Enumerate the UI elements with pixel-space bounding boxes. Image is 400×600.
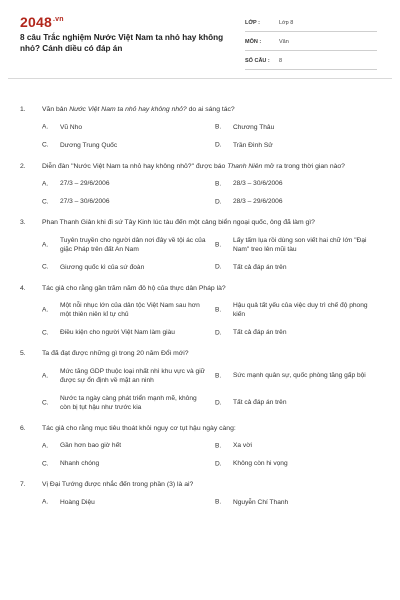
- meta-value: Lớp 8: [279, 20, 294, 26]
- answer-options: [20, 498, 380, 507]
- answer-option[interactable]: [215, 263, 380, 272]
- meta-row-subject: [245, 35, 377, 51]
- option-text: Dương Trung Quốc: [60, 141, 118, 149]
- answer-option[interactable]: [215, 367, 380, 385]
- option-letter: D.: [215, 263, 222, 271]
- answer-options: [20, 179, 380, 206]
- option-letter: A.: [42, 123, 49, 131]
- option-letter: B.: [215, 442, 222, 449]
- answer-option[interactable]: [215, 498, 380, 507]
- question-text: [20, 218, 380, 228]
- question-text-part: Phan Thanh Giản khi đi sứ Tây Kinh lúc tàu đến một cảng biển ngoại quốc, ông đã làm gì?: [42, 219, 315, 226]
- option-letter: B.: [215, 306, 222, 314]
- question-item: [20, 218, 380, 272]
- answer-option[interactable]: [42, 328, 207, 337]
- answer-option[interactable]: [215, 197, 380, 206]
- option-letter: A.: [42, 241, 49, 248]
- question-item: [20, 424, 380, 469]
- option-text: Trần Đình Sử: [233, 141, 273, 149]
- option-text: Vũ Nho: [60, 123, 82, 131]
- option-letter: A.: [42, 498, 49, 506]
- answer-option[interactable]: [215, 179, 380, 188]
- header-divider: [8, 78, 392, 79]
- question-text: [20, 349, 380, 359]
- question-list: [20, 105, 380, 519]
- option-letter: C.: [42, 263, 49, 271]
- question-text-italic: Nước Việt Nam ta nhỏ hay không nhỏ?: [69, 106, 187, 113]
- question-text-part: Tác giả cho rằng mục tiêu thoát khỏi nguy cơ tụt hậu ngày càng:: [42, 424, 236, 432]
- question-text-part: Diễn đàn "Nước Việt Nam ta nhỏ hay không nhỏ?" được báo: [42, 162, 228, 170]
- question-item: [20, 480, 380, 507]
- meta-panel: [245, 16, 377, 73]
- option-text: 27/3 – 29/6/2006: [60, 180, 110, 187]
- option-text: Mức tăng GDP thuộc loại nhất nhì khu vực và giữ được sự ổn định về mặt an ninh: [60, 367, 206, 384]
- question-text-part: Ta đã đạt được những gì trong 20 năm Đổi mới?: [42, 350, 189, 357]
- question-text-part: mở ra trong thời gian nào?: [262, 162, 345, 170]
- option-letter: D.: [215, 198, 222, 205]
- question-number: 1.: [20, 106, 26, 113]
- answer-option[interactable]: [215, 301, 380, 319]
- site-logo[interactable]: [20, 14, 64, 30]
- option-letter: A.: [42, 180, 49, 187]
- question-number: 5.: [20, 350, 26, 357]
- option-letter: D.: [215, 399, 222, 406]
- meta-label: MÔN :: [245, 39, 262, 45]
- meta-value: 8: [279, 58, 283, 64]
- option-letter: D.: [215, 329, 222, 336]
- answer-option[interactable]: [42, 441, 207, 450]
- answer-options: [20, 441, 380, 468]
- question-number: 7.: [20, 481, 26, 488]
- answer-options: [20, 236, 380, 272]
- option-text: Nước ta ngày càng phát triển mạnh mẽ, không còn bị tụt hậu như trước kia: [60, 394, 197, 411]
- question-number: 6.: [20, 424, 26, 432]
- answer-option[interactable]: [215, 236, 380, 254]
- option-letter: D.: [215, 460, 222, 467]
- option-letter: B.: [215, 372, 222, 379]
- option-text: Xa vời: [233, 442, 252, 449]
- question-text-part: Văn bản: [42, 106, 70, 113]
- option-text: Lấy tấm lụa rồi dùng son viết hai chữ lớn "Đại Nam" treo lên mũi tàu: [233, 236, 367, 253]
- option-text: Nhanh chóng: [60, 460, 100, 467]
- answer-option[interactable]: [215, 141, 380, 150]
- answer-option[interactable]: [215, 441, 380, 450]
- question-text-italic: Thanh Niên: [227, 162, 263, 170]
- option-letter: C.: [42, 329, 49, 336]
- option-letter: C.: [42, 399, 49, 406]
- answer-option[interactable]: [215, 123, 380, 132]
- option-text: Sức mạnh quân sự, quốc phòng tăng gấp bội: [233, 372, 366, 379]
- page-title: 8 câu Trắc nghiệm Nước Việt Nam ta nhỏ hay không nhỏ? Cánh diều có đáp án: [20, 33, 224, 53]
- answer-option[interactable]: [42, 367, 207, 385]
- option-letter: A.: [42, 372, 49, 379]
- answer-option[interactable]: [215, 328, 380, 337]
- meta-label: SỐ CÂU :: [245, 58, 270, 64]
- option-text: Gần hơn bao giờ hết: [60, 442, 122, 449]
- answer-option[interactable]: [42, 236, 207, 254]
- option-letter: D.: [215, 141, 222, 149]
- answer-option[interactable]: [42, 123, 207, 132]
- document-header: [20, 12, 380, 68]
- logo-text: 2048: [20, 14, 52, 30]
- question-text: [20, 105, 380, 115]
- question-text: [20, 162, 380, 172]
- question-text: [20, 424, 380, 434]
- meta-label: LỚP :: [245, 20, 260, 26]
- question-number: 4.: [20, 284, 26, 292]
- option-text: Tất cả đáp án trên: [233, 329, 287, 336]
- answer-options: [20, 301, 380, 337]
- answer-option[interactable]: [42, 394, 207, 412]
- question-text: [20, 480, 380, 490]
- answer-option[interactable]: [215, 459, 380, 468]
- option-text: Hoàng Diệu: [60, 498, 95, 506]
- option-letter: B.: [215, 180, 222, 187]
- option-text: Giương quốc kì của sứ đoàn: [60, 263, 145, 271]
- option-letter: B.: [215, 123, 222, 131]
- question-number: 2.: [20, 162, 26, 170]
- question-text-part: Vị Đại Tướng được nhắc đến trong phần (3) là ai?: [42, 481, 194, 488]
- answer-option[interactable]: [42, 263, 207, 272]
- option-letter: B.: [215, 498, 222, 506]
- answer-option[interactable]: [42, 301, 207, 319]
- answer-options: [20, 367, 380, 412]
- answer-option[interactable]: [42, 459, 207, 468]
- question-item: [20, 349, 380, 412]
- option-letter: A.: [42, 442, 49, 449]
- meta-row-count: [245, 54, 377, 70]
- logo-tld: .vn: [52, 16, 64, 24]
- option-text: Nguyễn Chí Thanh: [233, 498, 289, 506]
- answer-options: [20, 123, 380, 150]
- option-text: 28/3 – 29/6/2006: [233, 198, 283, 205]
- option-text: Tuyên truyền cho người dân nơi đây về tội ác của giặc Pháp trên đất An Nam: [60, 236, 206, 253]
- answer-option[interactable]: [42, 179, 207, 188]
- answer-option[interactable]: [42, 197, 207, 206]
- option-letter: C.: [42, 460, 49, 467]
- option-text: Tất cả đáp án trên: [233, 263, 287, 271]
- option-text: Điều kiện cho người Việt Nam làm giàu: [60, 329, 175, 336]
- answer-option[interactable]: [215, 394, 380, 412]
- option-letter: C.: [42, 141, 49, 149]
- answer-option[interactable]: [42, 141, 207, 150]
- option-text: Một nỗi nhục lớn của dân tộc Việt Nam sau hơn một thiên niên kỉ tự chủ: [60, 302, 200, 318]
- meta-value: Văn: [279, 39, 289, 45]
- option-text: Tất cả đáp án trên: [233, 399, 287, 406]
- option-text: Hậu quả tất yếu của việc duy trì chế độ phong kiến: [233, 302, 368, 318]
- option-letter: A.: [42, 306, 49, 314]
- question-item: [20, 162, 380, 207]
- option-text: Không còn hi vọng: [233, 460, 288, 467]
- question-text: [20, 284, 380, 294]
- question-text-part: Tác giả cho rằng gần trăm năm đô hộ của thực dân Pháp là?: [42, 284, 226, 292]
- option-text: Chương Thâu: [233, 123, 275, 131]
- option-text: 28/3 – 30/6/2006: [233, 180, 283, 187]
- meta-row-grade: [245, 16, 377, 32]
- answer-option[interactable]: [42, 498, 207, 507]
- question-item: [20, 284, 380, 338]
- question-item: [20, 105, 380, 150]
- question-number: 3.: [20, 219, 26, 226]
- question-text-part: do ai sáng tác?: [186, 106, 235, 113]
- option-text: 27/3 – 30/6/2006: [60, 198, 110, 205]
- option-letter: B.: [215, 241, 222, 248]
- option-letter: C.: [42, 198, 49, 205]
